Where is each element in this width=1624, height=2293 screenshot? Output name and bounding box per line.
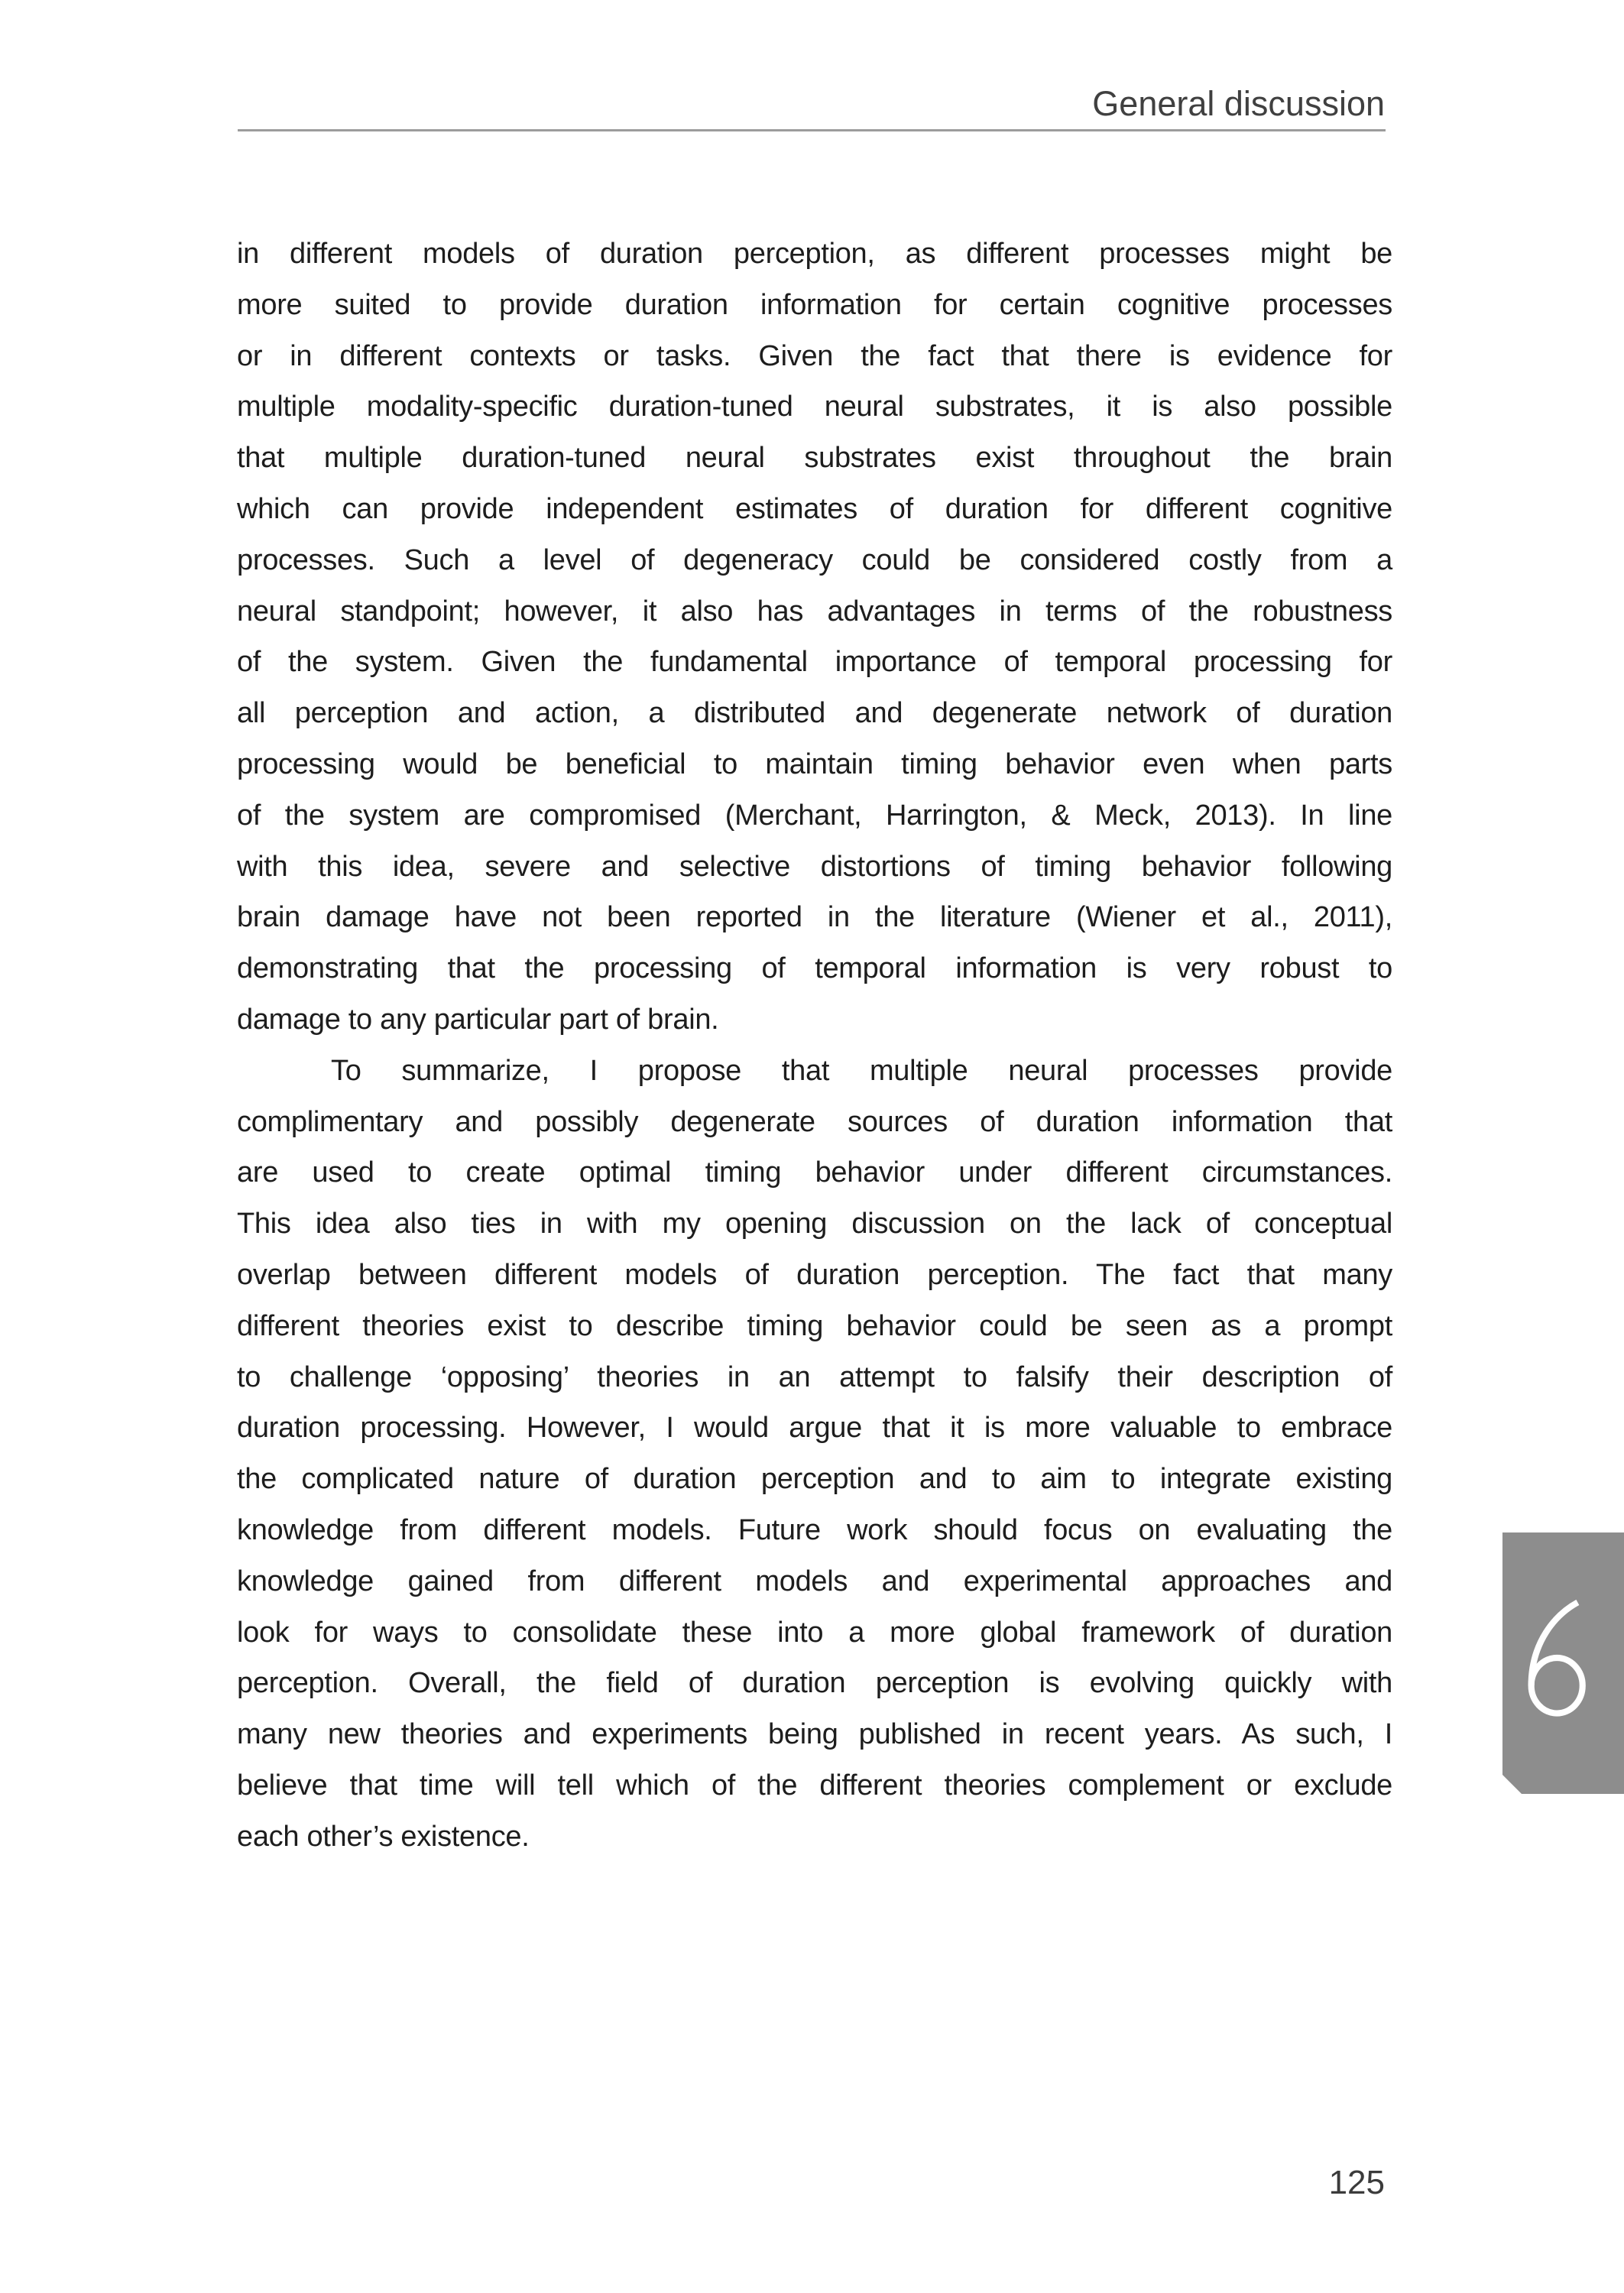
running-header: General discussion <box>1092 84 1385 123</box>
text-line: different theories exist to describe timing behavior could be seen as a prompt <box>237 1309 1392 1342</box>
text-line: believe that time will tell which of the different theories complement or exclude <box>237 1769 1392 1802</box>
text-line: processing would be beneficial to maintain timing behavior even when parts <box>237 748 1392 780</box>
text-line: knowledge gained from different models and experimental approaches and <box>237 1565 1392 1597</box>
text-line: to challenge ‘opposing’ theories in an attempt to falsify their description of <box>237 1361 1392 1393</box>
text-line: which can provide independent estimates of duration for different cognitive <box>237 492 1392 525</box>
text-line: the complicated nature of duration perception and to aim to integrate existing <box>237 1463 1392 1496</box>
text-line: are used to create optimal timing behavior under different circumstances. <box>237 1156 1392 1189</box>
text-line: or in different contexts or tasks. Given the fact that there is evidence for <box>237 339 1392 372</box>
text-line: in different models of duration perception, as different processes might be <box>237 238 1392 270</box>
text-line: multiple modality-specific duration-tuned neural substrates, it is also possible <box>237 391 1392 423</box>
text-line: overlap between different models of duration perception. The fact that many <box>237 1258 1392 1291</box>
text-line: all perception and action, a distributed and degenerate network of duration <box>237 697 1392 730</box>
body-text <box>237 229 1392 1863</box>
text-line: of the system are compromised (Merchant, Harrington, & Meck, 2013). In line <box>237 799 1392 832</box>
text-line: This idea also ties in with my opening discussion on the lack of conceptual <box>237 1208 1392 1241</box>
text-line: perception. Overall, the field of duration perception is evolving quickly with <box>237 1667 1392 1700</box>
text-line: knowledge from different models. Future work should focus on evaluating the <box>237 1513 1392 1546</box>
text-line: more suited to provide duration information for certain cognitive processes <box>237 288 1392 321</box>
text-line: To summarize, I propose that multiple neural processes provide <box>331 1054 1392 1087</box>
chapter-number-glyph <box>1520 1598 1596 1717</box>
text-line: demonstrating that the processing of temporal information is very robust to <box>237 952 1392 985</box>
text-line: of the system. Given the fundamental importance of temporal processing for <box>237 646 1392 679</box>
text-line: complimentary and possibly degenerate sources of duration information that <box>237 1105 1392 1138</box>
text-line: neural standpoint; however, it also has advantages in terms of the robustness <box>237 595 1392 628</box>
text-line: with this idea, severe and selective distortions of timing behavior following <box>237 850 1392 883</box>
chapter-tab <box>1502 1532 1624 1794</box>
text-line: each other’s existence. <box>237 1820 530 1853</box>
text-line: duration processing. However, I would argue that it is more valuable to embrace <box>237 1412 1392 1445</box>
text-line: many new theories and experiments being published in recent years. As such, I <box>237 1718 1392 1751</box>
text-line: look for ways to consolidate these into a more global framework of duration <box>237 1616 1392 1649</box>
text-line: brain damage have not been reported in the literature (Wiener et al., 2011), <box>237 901 1392 934</box>
text-line: that multiple duration-tuned neural substrates exist throughout the brain <box>237 442 1392 475</box>
text-line: processes. Such a level of degeneracy could be considered costly from a <box>237 543 1392 576</box>
header-rule <box>238 129 1386 131</box>
page-number: 125 <box>1328 2164 1385 2201</box>
text-line: damage to any particular part of brain. <box>237 1003 719 1036</box>
